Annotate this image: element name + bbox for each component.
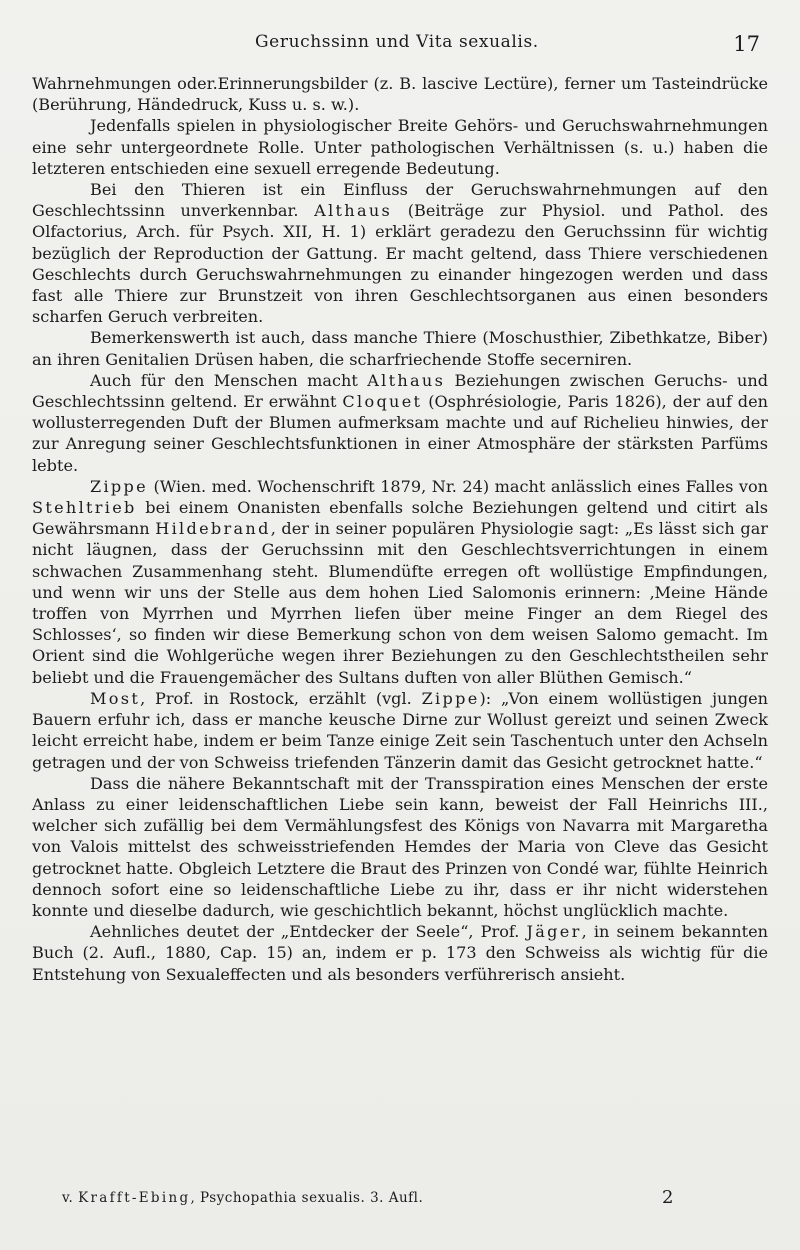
body-text <box>32 73 768 985</box>
text-run: , der in seiner populären Physiologie sagt: „Es lässt sich gar nicht läugnen, dass der Geruchssinn mit den Geschlechtsverrichtungen in einem schwachen Zusammenhang steht. Blumendüfte erregen oft wollüstige Empfindungen, und wenn wir uns der Stelle aus dem hohen Lied Salomonis erinnern: ‚Meine Hände troffen von Myrrhen und Myrrhen liefen über meine Finger an dem Riegel des Schlosses‘, so finden wir diese Bemerkung schon von dem weisen Salomo gemacht. Im Orient sind die Wohlgerüche wegen ihrer Beziehungen zu den Geschlechtstheilen sehr beliebt und die Frauengemächer des Sultans duften von aller Blüthen Gemisch.“ <box>32 519 768 687</box>
footer-title: , Psychopathia sexualis. 3. Aufl. <box>190 1190 424 1206</box>
spaced-name: Most <box>90 688 141 708</box>
page-header <box>0 30 800 60</box>
spaced-name: Cloquet <box>342 392 423 412</box>
paragraph <box>32 115 768 179</box>
spaced-name: Althaus <box>314 201 393 221</box>
paragraph <box>32 370 768 476</box>
paragraph <box>32 73 768 115</box>
signature-mark: 2 <box>662 1187 674 1208</box>
text-run: ): „Von einem wollüstigen jungen Bauern erfuhr ich, dass er manche keusche Dirne zur Wollust gereizt und seinen Zweck leicht erreicht habe, indem er beim Tanze einige Zeit sein Taschentuch unter den Achseln getragen und der von Schweiss triefenden Tänzerin damit das Gesicht getrocknet hatte.“ <box>32 688 769 772</box>
page-footer <box>0 1187 800 1211</box>
text-run: Dass die nähere Bekanntschaft mit der Transspiration eines Menschen der erste Anlass zu einer leidenschaftlichen Liebe sein kann, beweist der Fall Heinrichs III., welcher sich zufällig bei dem Vermählungsfest des Königs von Navarra mit Margaretha von Valois mittelst des schweisstriefenden Hemdes der Maria von Cleve das Gesicht getrocknet hatte. Obgleich Letztere die Braut des Prinzen von Condé war, fühlte Heinrich dennoch sofort eine so leidenschaftliche Liebe zu ihr, dass er ihr nicht widerstehen konnte und dieselbe dadurch, wie geschichtlich bekannt, höchst unglücklich machte. <box>32 773 768 920</box>
text-run: , in seinem bekannten Buch (2. Aufl., 1880, Cap. 15) an, indem er p. 173 den Schweiss als wichtig für die Entstehung von Sexualeffecten und als besonders verführerisch ansieht. <box>32 922 768 984</box>
text-run: (Beiträge zur Physiol. und Pathol. des Olfactorius, Arch. für Psych. XII, H. 1) erklärt geradezu den Geruchssinn für wichtig bezüglich der Reproduction der Gattung. Er macht geltend, dass Thiere verschiedenen Geschlechts durch Geruchswahrnehmungen zu einander hingezogen werden und dass fast alle Thiere zur Brunstzeit von ihren Geschlechtsorganen aus einen besonders scharfen Geruch verbreiten. <box>32 201 768 327</box>
footer-author: Krafft-Ebing <box>78 1190 191 1206</box>
text-run: bei einem Onanisten ebenfalls solche Beziehungen geltend und citirt als Gewährsmann <box>32 498 768 539</box>
paragraph <box>32 476 768 688</box>
paragraph <box>32 327 768 369</box>
paragraph <box>32 773 768 921</box>
text-run: , Prof. in Rostock, erzählt (vgl. <box>140 688 422 708</box>
spaced-name: Zippe <box>90 476 148 496</box>
text-run: Jedenfalls spielen in physiologischer Breite Gehörs- und Geruchswahrnehmungen eine sehr untergeordnete Rolle. Unter pathologischen Verhältnissen (s. u.) haben die letzteren entschieden eine sexuell erregende Bedeutung. <box>32 116 768 178</box>
running-title: Geruchssinn und Vita sexualis. <box>255 32 539 52</box>
page-number: 17 <box>733 32 760 56</box>
text-run: (Wien. med. Wochenschrift 1879, Nr. 24) macht anlässlich eines Falles von <box>147 476 768 496</box>
text-run: Auch für den Menschen macht <box>90 370 368 390</box>
spaced-name: Jäger <box>526 922 582 942</box>
spaced-name: Zippe <box>421 688 480 708</box>
spaced-name: Stehltrieb <box>32 498 137 518</box>
text-run: Wahrnehmungen oder.Erinnerungsbilder (z. B. lascive Lectüre), ferner um Tasteindrücke (Berührung, Händedruck, Kuss u. s. w.). <box>32 74 768 115</box>
paragraph <box>32 688 768 773</box>
footer-prefix: v. <box>62 1190 79 1206</box>
paragraph <box>32 179 768 327</box>
spaced-name: Hildebrand <box>155 519 271 539</box>
text-run: Beziehungen zwischen Geruchs- und Geschlechtssinn geltend. Er erwähnt <box>32 370 769 412</box>
footer-citation <box>62 1190 423 1206</box>
text-run: Bemerkenswerth ist auch, dass manche Thiere (Moschusthier, Zibethkatze, Biber) an ihren Genitalien Drüsen haben, die scharfriechende Stoffe secerniren. <box>32 328 768 369</box>
text-run: (Osphrésiologie, Paris 1826), der auf den wollusterregenden Duft der Blumen aufmerksam machte und auf Richelieu hinwies, der zur Anregung seiner Geschlechtsfunktionen in einer Atmosphäre der stärksten Parfüms lebte. <box>32 392 768 475</box>
paragraph <box>32 921 768 985</box>
text-run: Bei den Thieren ist ein Einfluss der Geruchswahrnehmungen auf den Geschlechtssinn unverkennbar. <box>32 180 768 221</box>
text-run: Aehnliches deutet der „Entdecker der Seele“, Prof. <box>90 922 527 942</box>
spaced-name: Althaus <box>367 370 446 390</box>
